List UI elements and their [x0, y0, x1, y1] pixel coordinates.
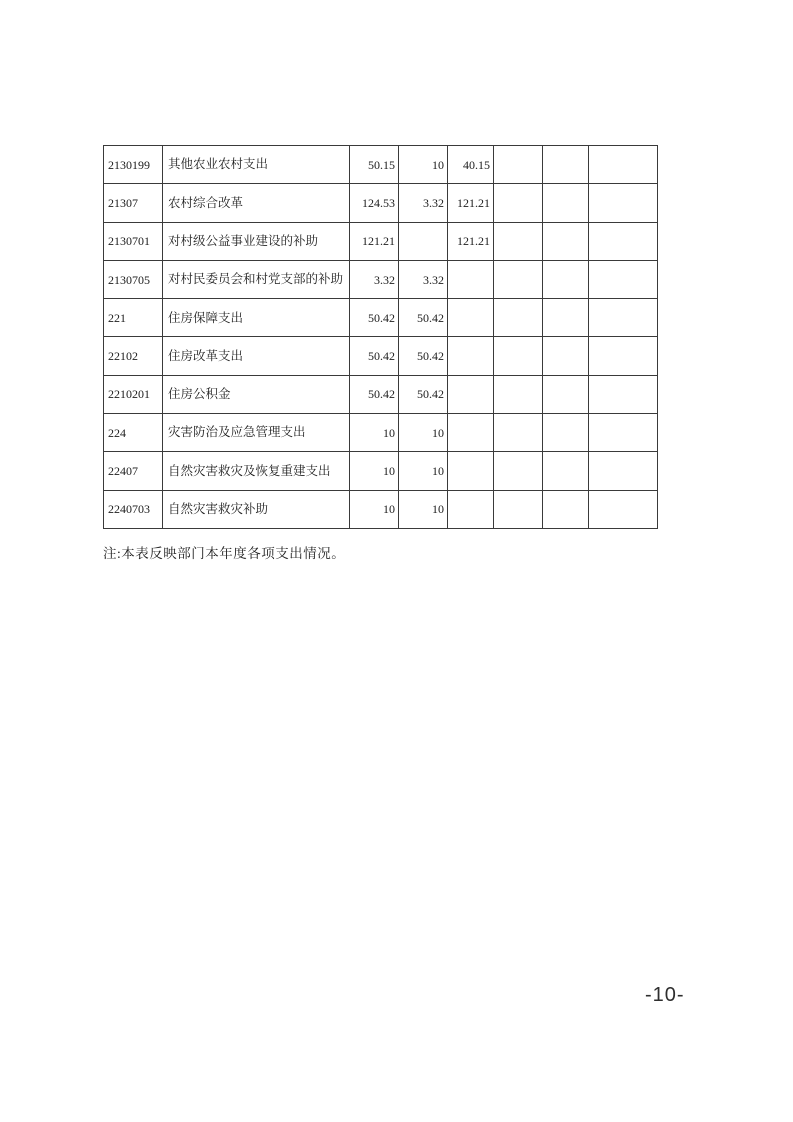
cell-amount — [448, 260, 494, 298]
cell-subject-name: 对村民委员会和村党支部的补助 — [163, 260, 350, 298]
cell-subject-name: 农村综合改革 — [163, 184, 350, 222]
table-row — [104, 184, 658, 222]
cell-subject-code: 22407 — [104, 452, 163, 490]
cell-subject-code: 2210201 — [104, 375, 163, 413]
table-row — [104, 260, 658, 298]
cell-subject-code: 2130701 — [104, 222, 163, 260]
expenditure-table — [103, 145, 658, 529]
cell-subject-name: 住房改革支出 — [163, 337, 350, 375]
cell-amount — [543, 375, 589, 413]
cell-subject-code: 22102 — [104, 337, 163, 375]
cell-subject-name: 住房公积金 — [163, 375, 350, 413]
cell-amount: 10 — [399, 146, 448, 184]
cell-amount — [448, 490, 494, 528]
cell-amount — [543, 490, 589, 528]
cell-subject-code: 224 — [104, 414, 163, 452]
cell-amount — [543, 299, 589, 337]
cell-amount: 3.32 — [350, 260, 399, 298]
cell-subject-name: 自然灾害救灾补助 — [163, 490, 350, 528]
cell-amount — [589, 222, 658, 260]
cell-amount: 50.42 — [350, 337, 399, 375]
cell-subject-name: 灾害防治及应急管理支出 — [163, 414, 350, 452]
cell-amount — [494, 146, 543, 184]
cell-amount — [543, 414, 589, 452]
cell-amount — [494, 490, 543, 528]
table-row — [104, 222, 658, 260]
cell-amount — [448, 414, 494, 452]
table-row — [104, 375, 658, 413]
cell-amount — [494, 375, 543, 413]
table-row — [104, 337, 658, 375]
cell-subject-name: 对村级公益事业建设的补助 — [163, 222, 350, 260]
cell-amount — [589, 260, 658, 298]
cell-amount: 10 — [399, 490, 448, 528]
cell-amount: 3.32 — [399, 184, 448, 222]
cell-amount: 40.15 — [448, 146, 494, 184]
cell-amount — [448, 452, 494, 490]
cell-amount: 50.15 — [350, 146, 399, 184]
table-row — [104, 146, 658, 184]
cell-amount — [494, 414, 543, 452]
cell-amount — [494, 222, 543, 260]
cell-amount — [589, 337, 658, 375]
cell-amount: 121.21 — [350, 222, 399, 260]
cell-amount: 50.42 — [399, 337, 448, 375]
cell-subject-code: 221 — [104, 299, 163, 337]
cell-amount: 124.53 — [350, 184, 399, 222]
cell-amount — [589, 490, 658, 528]
cell-subject-code: 21307 — [104, 184, 163, 222]
cell-amount — [589, 375, 658, 413]
cell-subject-code: 2130199 — [104, 146, 163, 184]
cell-amount — [448, 375, 494, 413]
table-note: 注:本表反映部门本年度各项支出情况。 — [103, 546, 346, 561]
cell-amount — [494, 337, 543, 375]
cell-amount — [589, 299, 658, 337]
table-row — [104, 490, 658, 528]
cell-amount — [543, 146, 589, 184]
cell-subject-name: 自然灾害救灾及恢复重建支出 — [163, 452, 350, 490]
cell-amount: 10 — [399, 452, 448, 490]
cell-amount: 121.21 — [448, 184, 494, 222]
cell-amount: 50.42 — [399, 375, 448, 413]
cell-amount: 10 — [399, 414, 448, 452]
cell-amount — [543, 452, 589, 490]
cell-amount — [589, 146, 658, 184]
cell-amount — [543, 184, 589, 222]
cell-amount: 10 — [350, 414, 399, 452]
cell-amount: 10 — [350, 490, 399, 528]
cell-amount: 50.42 — [350, 375, 399, 413]
cell-amount: 10 — [350, 452, 399, 490]
table-body — [104, 146, 658, 529]
cell-amount — [448, 299, 494, 337]
cell-amount — [494, 452, 543, 490]
cell-amount — [589, 414, 658, 452]
cell-amount — [494, 184, 543, 222]
cell-amount — [589, 184, 658, 222]
cell-amount: 50.42 — [350, 299, 399, 337]
page-number: -10- — [645, 984, 685, 1006]
cell-amount: 3.32 — [399, 260, 448, 298]
cell-subject-code: 2130705 — [104, 260, 163, 298]
cell-amount — [494, 260, 543, 298]
cell-amount — [494, 299, 543, 337]
cell-subject-name: 住房保障支出 — [163, 299, 350, 337]
cell-amount — [543, 222, 589, 260]
cell-amount — [543, 337, 589, 375]
cell-amount — [589, 452, 658, 490]
cell-amount: 121.21 — [448, 222, 494, 260]
table-row — [104, 452, 658, 490]
cell-amount — [399, 222, 448, 260]
cell-amount — [543, 260, 589, 298]
cell-subject-code: 2240703 — [104, 490, 163, 528]
table-row — [104, 299, 658, 337]
table-row — [104, 414, 658, 452]
cell-amount — [448, 337, 494, 375]
cell-amount: 50.42 — [399, 299, 448, 337]
cell-subject-name: 其他农业农村支出 — [163, 146, 350, 184]
